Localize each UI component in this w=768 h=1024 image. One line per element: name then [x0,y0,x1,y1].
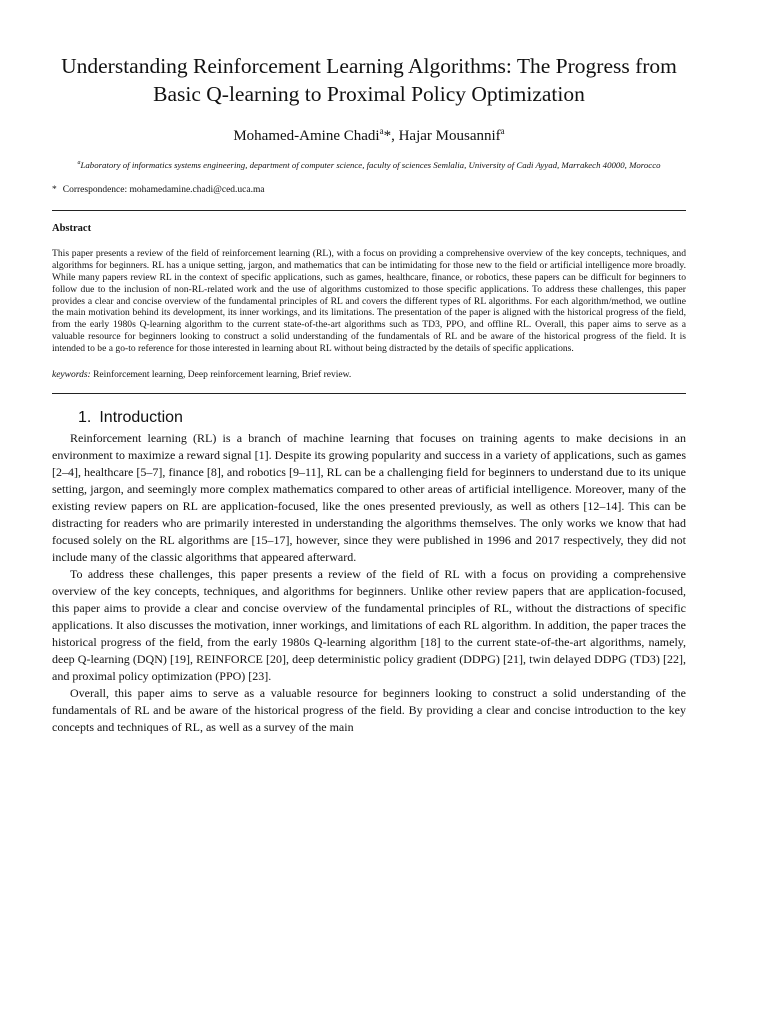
author-affiliation-marker: a [379,126,384,136]
affiliation-text: Laboratory of informatics systems engineering, department of computer science, faculty of sciences Semlalia, University of Cadi Ayyad, Marrakech 40000, Morocco [80,159,661,170]
keywords-label: keywords: [52,370,91,381]
divider [52,393,686,394]
correspondence-text: Correspondence: mohamedamine.chadi@ced.uca.ma [62,184,265,195]
author-line [52,122,686,145]
author-name: Mohamed-Amine Chadi [233,128,380,144]
paragraph: Overall, this paper aims to serve as a valuable resource for beginners looking to construct a solid understanding of the fundamentals of RL and be aware of the historical progress of the field. By providing a clear and concise introduction to the key concepts and techniques of RL, as well as a survey of the main [52,686,686,735]
abstract-body: This paper presents a review of the field of reinforcement learning (RL), with a focus on providing a comprehensive overview of the key concepts, techniques, and algorithms for beginners. RL has a unique setting, jargon, and mathematics that can be intimidating for those new to the field or artificial intelligence more broadly. While many papers review RL in the context of specific applications, such as games, healthcare, finance, or robotics, these papers can be difficult for beginners to follow due to the inclusion of non-RL-related work and the use of algorithms customized to those specific applications. To address these challenges, this paper provides a clear and concise overview of the fundamental principles of RL and covers the different types of RL algorithms. For each algorithm/method, we outline the main motivation behind its development, its inner workings, and its limitations. The presentation of the paper is aligned with the historical progress of the field, from the early 1980s Q-learning algorithm to the current state-of-the-art algorithms such as TD3, PPO, and offline RL. Overall, this paper aims to serve as a valuable resource for beginners looking to construct a solid understanding of the fundamentals of RL and be aware of the historical progress of the field. It is intended to be a go-to reference for those interested in learning about RL without being distracted by the details of specific applications. [52,247,686,355]
abstract-heading: Abstract [52,222,92,234]
correspondence-star: * [52,184,57,195]
keywords-text: Reinforcement learning, Deep reinforcement learning, Brief review. [90,370,352,381]
paragraph: Reinforcement learning (RL) is a branch of machine learning that focuses on training agents to make decisions in an environment to maximize a reward signal [1]. Despite its growing popularity and success in a variety of applications, such as games [2–4], healthcare [5–7], finance [8], and robotics [9–11], RL can be a challenging field for beginners to understand due to its unique setting, jargon, and seemingly more complex mathematics compared to other areas of artificial intelligence. Moreover, many of the existing review papers on RL are application-focused, like the ones presented previously, as well as others [12–14]. This can be distracting for readers who are primarily interested in understanding the algorithms themselves. The only works we know that had focused solely on the RL algorithms are [15–17], however, since they were published in 1996 and 2017 respectively, they did not include many of the classic algorithms that appeared afterward. [52,431,686,565]
author-affiliation-marker: a [500,126,505,136]
correspondence [52,184,686,196]
paragraph: To address these challenges, this paper presents a review of the field of RL with a focus on providing a comprehensive overview of the key concepts, techniques, and algorithms for beginners. Unlike other review papers that are application-focused, this paper aims to provide a clear and concise overview of the fundamental principles of RL, without the distractions of specific applications. It also discusses the motivation, inner workings, and limitations of each RL algorithm. In addition, the paper traces the historical progress of the field, from the early 1980s Q-learning algorithm [18] to the current state-of-the-art algorithms, namely, deep Q-learning (DQN) [19], REINFORCE [20], deep deterministic policy gradient (DDPG) [21], twin delayed DDPG (TD3) [22], and proximal policy optimization (PPO) [23]. [52,567,686,684]
section-heading-introduction [78,408,686,428]
paper-title: Understanding Reinforcement Learning Algorithms: The Progress from Basic Q-learning to Proximal Policy Optimization [61,54,677,106]
introduction-body [52,430,686,736]
affiliation-marker: a [77,160,81,166]
affiliation [52,157,686,172]
divider [52,210,686,211]
keywords [52,369,686,381]
section-number: 1. [78,409,92,427]
section-title: Introduction [99,409,183,427]
paper-page [52,52,686,736]
author-name: Hajar Mousannif [398,128,501,144]
corresponding-author-marker: *, [383,128,399,144]
